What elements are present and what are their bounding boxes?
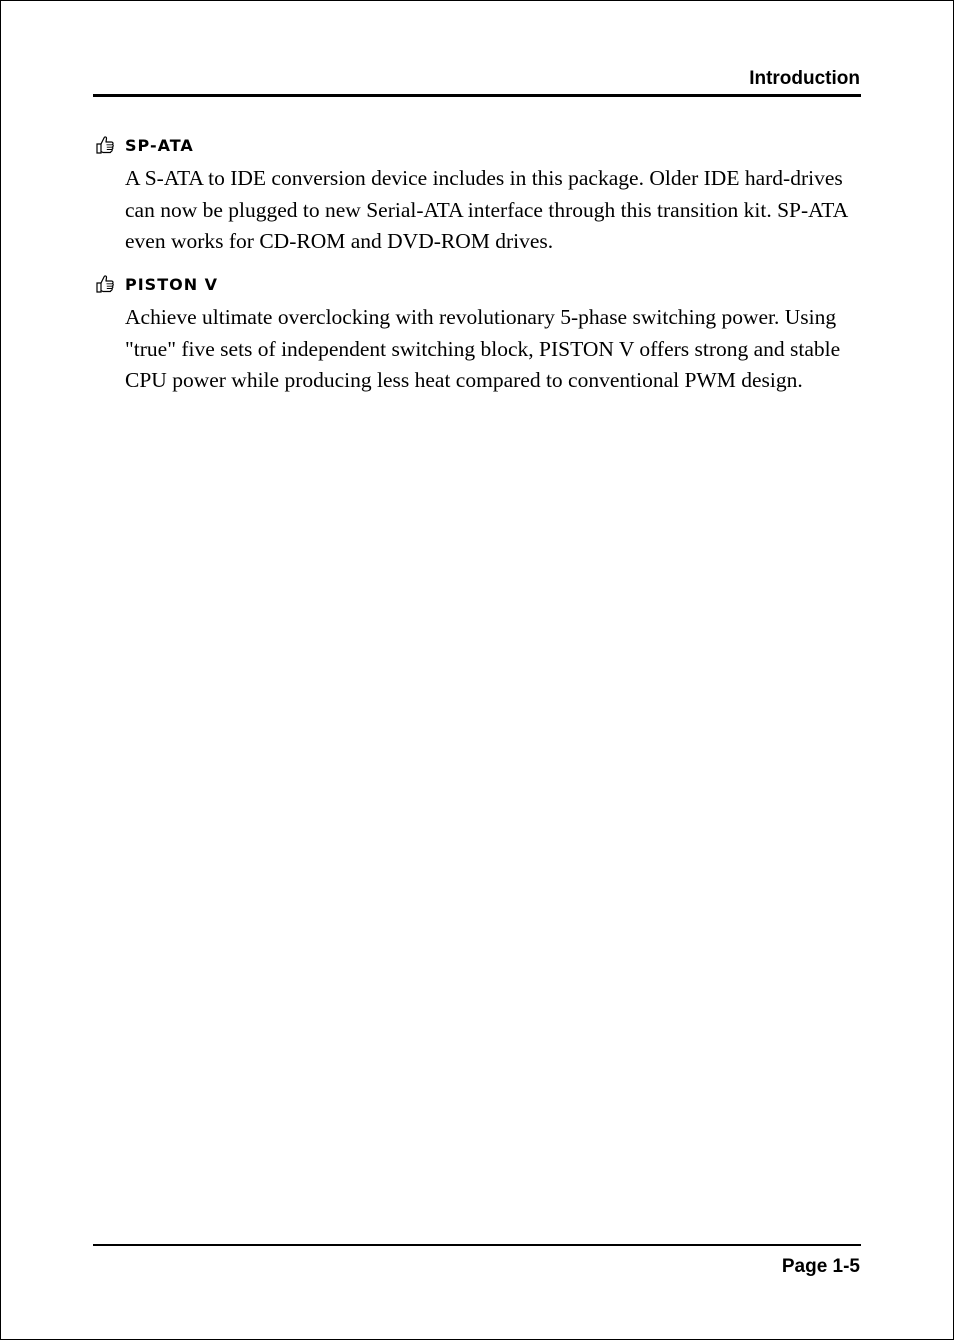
feature-description: A S-ATA to IDE conversion device includes in this package. Older IDE hard-drives can now be plugged to new Serial-ATA interface through this transition kit. SP-ATA even works for CD-ROM and DVD-ROM drives. xyxy=(125,166,848,254)
thumbs-up-icon xyxy=(94,273,116,295)
feature-title: PISTON V xyxy=(125,274,219,294)
page-number: Page 1-5 xyxy=(781,1256,860,1277)
thumbs-up-icon xyxy=(94,134,116,156)
feature-heading xyxy=(93,133,853,157)
feature-heading xyxy=(93,272,853,296)
header-rule xyxy=(93,94,861,97)
feature-description: Achieve ultimate overclocking with revolutionary 5-phase switching power. Using "true" five sets of independent switching block, PISTON V offers strong and stable CPU power while producing less heat compared to conventional PWM design. xyxy=(125,305,841,393)
page-header-title: Introduction xyxy=(749,68,860,89)
feature-sp-ata xyxy=(93,133,853,258)
feature-title: SP-ATA xyxy=(125,135,194,155)
footer-rule xyxy=(93,1244,861,1246)
feature-piston-v xyxy=(93,272,853,397)
